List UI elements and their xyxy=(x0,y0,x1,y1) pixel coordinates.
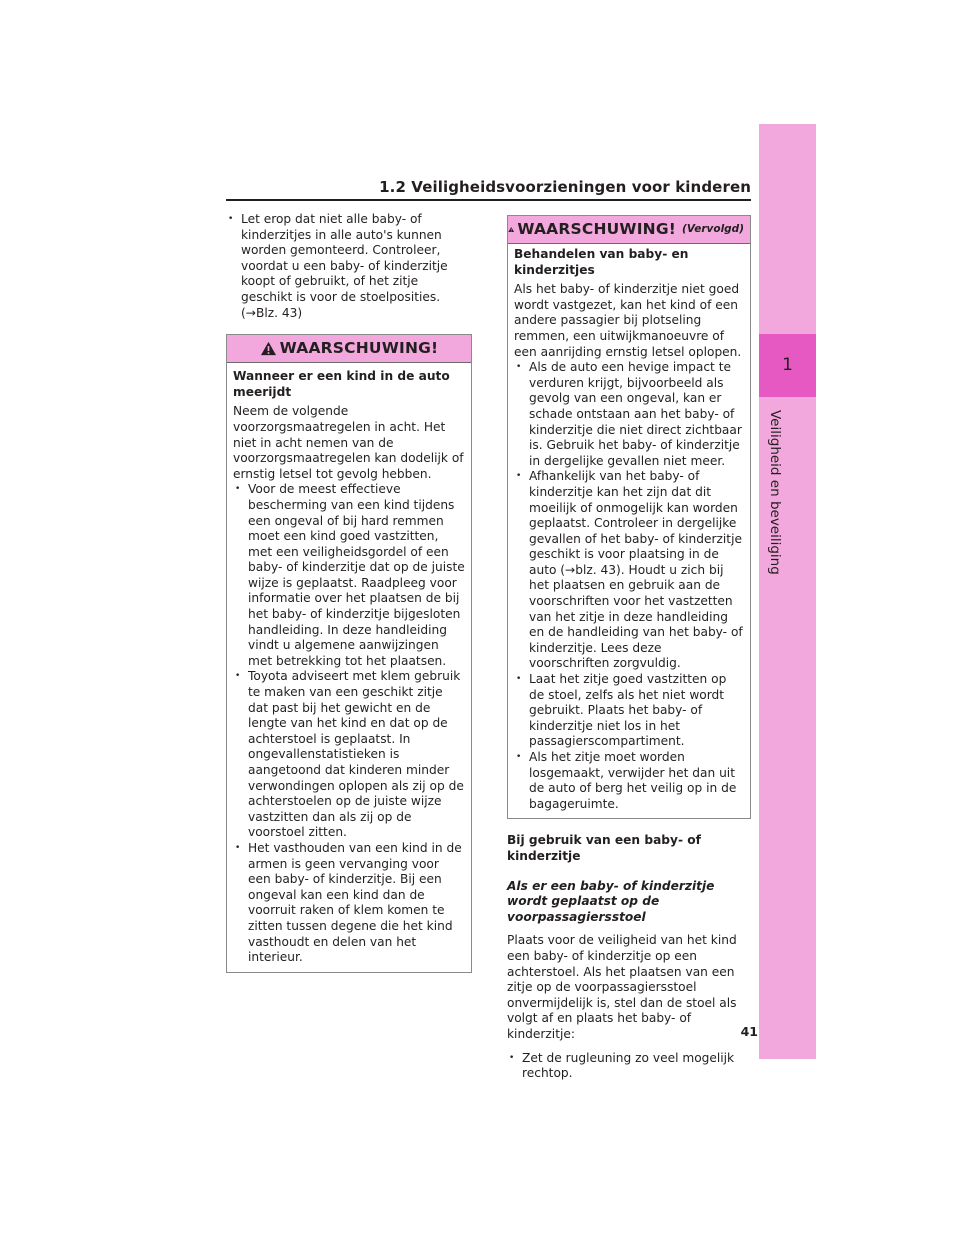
warning-list xyxy=(514,360,744,812)
left-column xyxy=(226,212,472,973)
warning-triangle-icon xyxy=(508,222,514,237)
right-column xyxy=(507,215,751,1082)
warning-bullet: • Voor de meest effectieve bescherming van een kind tijdens een ongeval of bij hard remmen moet een kind goed vastzitten, met een veiligheidsgordel of een baby- of kinderzitje dat op de juiste wijze is geplaatst. Raadpleeg voor informatie over het plaatsen de bij het baby- of kinderzitje bijgesloten handleiding. In deze handleiding vindt u algemene aanwijzingen met betrekking tot het plaatsen. xyxy=(233,482,465,669)
section-list xyxy=(507,1051,751,1082)
warning-body xyxy=(227,363,471,972)
warning-list xyxy=(233,482,465,965)
warning-bullet: • Laat het zitje goed vastzitten op de stoel, zelfs als het niet wordt gebruikt. Plaats het baby- of kinderzitje niet los in het passagierscompartiment. xyxy=(514,672,744,750)
section-heading: Bij gebruik van een baby- of kinderzitje xyxy=(507,833,701,863)
section-paragraph: Plaats voor de veiligheid van het kind een baby- of kinderzitje op een achterstoel. Als het plaatsen van een zitje op de voorpassagiersstoel onvermijdelijk is, stel dan de stoel als volgt af en plaats het baby- of kinderzitje: xyxy=(507,933,737,1041)
warning-box xyxy=(226,334,472,973)
section-subheading: Als er een baby- of kinderzitje wordt geplaatst op de voorpassagiersstoel xyxy=(507,878,715,924)
intro-list xyxy=(226,212,472,321)
warning-bullet: • Afhankelijk van het baby- of kinderzitje kan het zijn dat dit moeilijk of onmogelijk kan worden geplaatst. Controleer in dergelijke gevallen of het baby- of kinderzitje geschikt is voor plaatsing in de auto (→blz. 43). Houdt u zich bij het plaatsen en gebruik aan de voorschriften voor het vastzetten van het zitje in deze handleiding en de handleiding van het baby- of kinderzitje. Lees deze voorschriften zorgvuldig. xyxy=(514,469,744,672)
page-number: 41 xyxy=(740,1024,758,1039)
warning-paragraph: Neem de volgende voorzorgsmaatregelen in acht. Het niet in acht nemen van de voorzorgsmaatregelen kan dodelijk of ernstig letsel tot gevolg hebben. xyxy=(233,404,464,481)
warning-heading: Behandelen van baby- en kinderzitjes xyxy=(514,247,689,277)
warning-bullet: • Het vasthouden van een kind in de armen is geen vervanging voor een baby- of kinderzitje. Bij een ongeval kan een kind dan de voorruit raken of klem komen te zitten tussen degene die het kind vasthoudt en delen van het interieur. xyxy=(233,841,465,966)
warning-title: WAARSCHUWING! xyxy=(517,219,677,238)
chapter-label: Veiligheid en beveiliging xyxy=(767,410,783,575)
intro-bullet: • Let erop dat niet alle baby- of kinderzitjes in alle auto's kunnen worden gemonteerd. Controleer, voordat u een baby- of kinderzitje koopt of gebruikt, of het zitje geschikt is voor de stoelposities. (→Blz. 43) xyxy=(226,212,472,321)
chapter-number: 1 xyxy=(759,334,816,397)
warning-body xyxy=(508,244,750,818)
warning-paragraph: Als het baby- of kinderzitje niet goed wordt vastgezet, kan het kind of een andere passagier bij plotseling remmen, een uitwijkmanoeuvre of een aanrijding ernstig letsel oplopen. xyxy=(514,282,742,359)
warning-title: WAARSCHUWING! xyxy=(279,338,439,357)
warning-header xyxy=(227,335,471,363)
warning-header xyxy=(508,216,750,244)
warning-heading: Wanneer er een kind in de auto meerijdt xyxy=(233,369,450,399)
warning-bullet: • Toyota adviseert met klem gebruik te maken van een geschikt zitje dat past bij het gewicht en de lengte van het kind en dat op de achterstoel is geplaatst. In ongevallenstatistieken is aangetoond dat kinderen minder verwondingen oplopen als zij op de achterstoelen op de juiste wijze vastzitten dan als zij op de voorstoel zitten. xyxy=(233,669,465,841)
warning-bullet: • Als de auto een hevige impact te verduren krijgt, bijvoorbeeld als gevolg van een ongeval, kan er schade ontstaan aan het baby- of kinderzitje die niet direct zichtbaar is. Gebruik het baby- of kinderzitje in dergelijke gevallen niet meer. xyxy=(514,360,744,469)
section-title: 1.2 Veiligheidsvoorzieningen voor kinderen xyxy=(379,178,751,196)
section-bullet: • Zet de rugleuning zo veel mogelijk rechtop. xyxy=(507,1051,751,1082)
warning-box-continued xyxy=(507,215,751,819)
warning-triangle-icon xyxy=(260,341,277,356)
warning-bullet: • Als het zitje moet worden losgemaakt, verwijder het dan uit de auto of berg het veilig op in de bagageruimte. xyxy=(514,750,744,812)
warning-continued-label: (Vervolgd) xyxy=(682,222,744,235)
header-divider xyxy=(226,199,751,201)
